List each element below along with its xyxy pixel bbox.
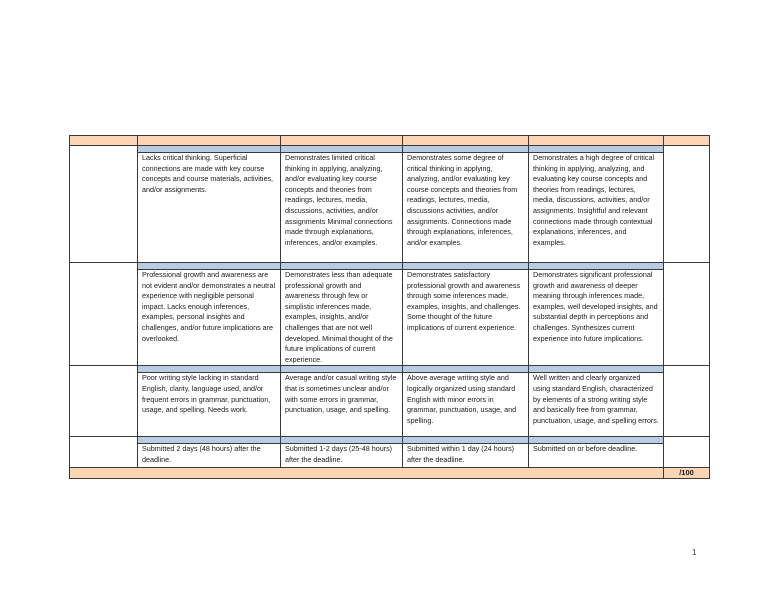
level-cell: Lacks critical thinking. Superficial connections are made with key course concepts and course materials, activities, and/or assignments. — [138, 153, 281, 263]
level-cell: Submitted 2 days (48 hours) after the deadline. — [138, 444, 281, 468]
total-row — [70, 468, 710, 479]
row-divider — [70, 366, 710, 373]
level-cell: Submitted on or before deadline. — [529, 444, 664, 468]
rubric-table — [69, 135, 710, 479]
level-cell: Well written and clearly organized using standard English, characterized by elements of a strong writing style and basically free from grammar, punctuation, usage, and spelling errors. — [529, 373, 664, 437]
rubric-row-timeliness — [70, 444, 710, 468]
rubric-row-writing-style — [70, 373, 710, 437]
level-cell: Demonstrates a high degree of critical thinking in applying, analyzing, and evaluating key course concepts and theories from readings, lectures, media, discussions, activities, and/or assignments. Insightful and relevant connections made through contextual explanations, inferences, and examples. — [529, 153, 664, 263]
level-cell: Poor writing style lacking in standard English, clarity, language used, and/or frequent errors in grammar, punctuation, usage, and spelling. Needs work. — [138, 373, 281, 437]
level-cell: Demonstrates satisfactory professional growth and awareness through some inferences made, examples, insights, and challenges. Some thought of the future implications of current experience. — [403, 270, 529, 366]
level-cell: Demonstrates some degree of critical thinking in applying, analyzing, and/or evaluating key course concepts and theories from readings, lectures, media, discussions activities, and/or assignments. Connections made through explanations, inferences, and/or examples. — [403, 153, 529, 263]
level-cell: Submitted within 1 day (24 hours) after the deadline. — [403, 444, 529, 468]
points-cell — [664, 437, 710, 468]
level-cell: Average and/or casual writing style that is sometimes unclear and/or with some errors in grammar, punctuation, usage, and spelling. — [281, 373, 403, 437]
level-cell: Demonstrates significant professional growth and awareness of deeper meaning through inferences made, examples, well developed insights, and substantial depth in perceptions and challenges. Synthesizes current experience into future implications. — [529, 270, 664, 366]
rubric-row-critical-thinking — [70, 153, 710, 263]
page-number: 1 — [692, 548, 697, 557]
points-cell — [664, 263, 710, 366]
criterion-cell — [70, 146, 138, 263]
points-cell — [664, 146, 710, 263]
level-cell: Demonstrates less than adequate professional growth and awareness through few or simplistic inferences made, examples, insights, and/or challenges that are not well developed. Minimal thought of the future implications of current experience. — [281, 270, 403, 366]
level-cell: Demonstrates limited critical thinking in applying, analyzing, and/or evaluating key course concepts and theories from readings, lectures, media, discussions, activities, and/or assignments Minimal connections made through explanations, inferences, and/or examples. — [281, 153, 403, 263]
level-cell: Submitted 1-2 days (25-48 hours) after the deadline. — [281, 444, 403, 468]
row-divider — [70, 437, 710, 444]
level-cell: Professional growth and awareness are not evident and/or demonstrates a neutral experience with negligible personal impact. Lacks enough inferences, examples, personal insights and challenges, and/or future implications are overlooked. — [138, 270, 281, 366]
criterion-cell — [70, 263, 138, 366]
total-score: /100 — [664, 468, 710, 479]
criterion-cell — [70, 437, 138, 468]
points-cell — [664, 366, 710, 437]
header-row — [70, 136, 710, 146]
level-cell: Above average writing style and logically organized using standard English with minor errors in grammar, punctuation, usage, and spelling. — [403, 373, 529, 437]
row-divider — [70, 146, 710, 153]
criterion-cell — [70, 366, 138, 437]
row-divider — [70, 263, 710, 270]
rubric-row-professional-growth — [70, 270, 710, 366]
